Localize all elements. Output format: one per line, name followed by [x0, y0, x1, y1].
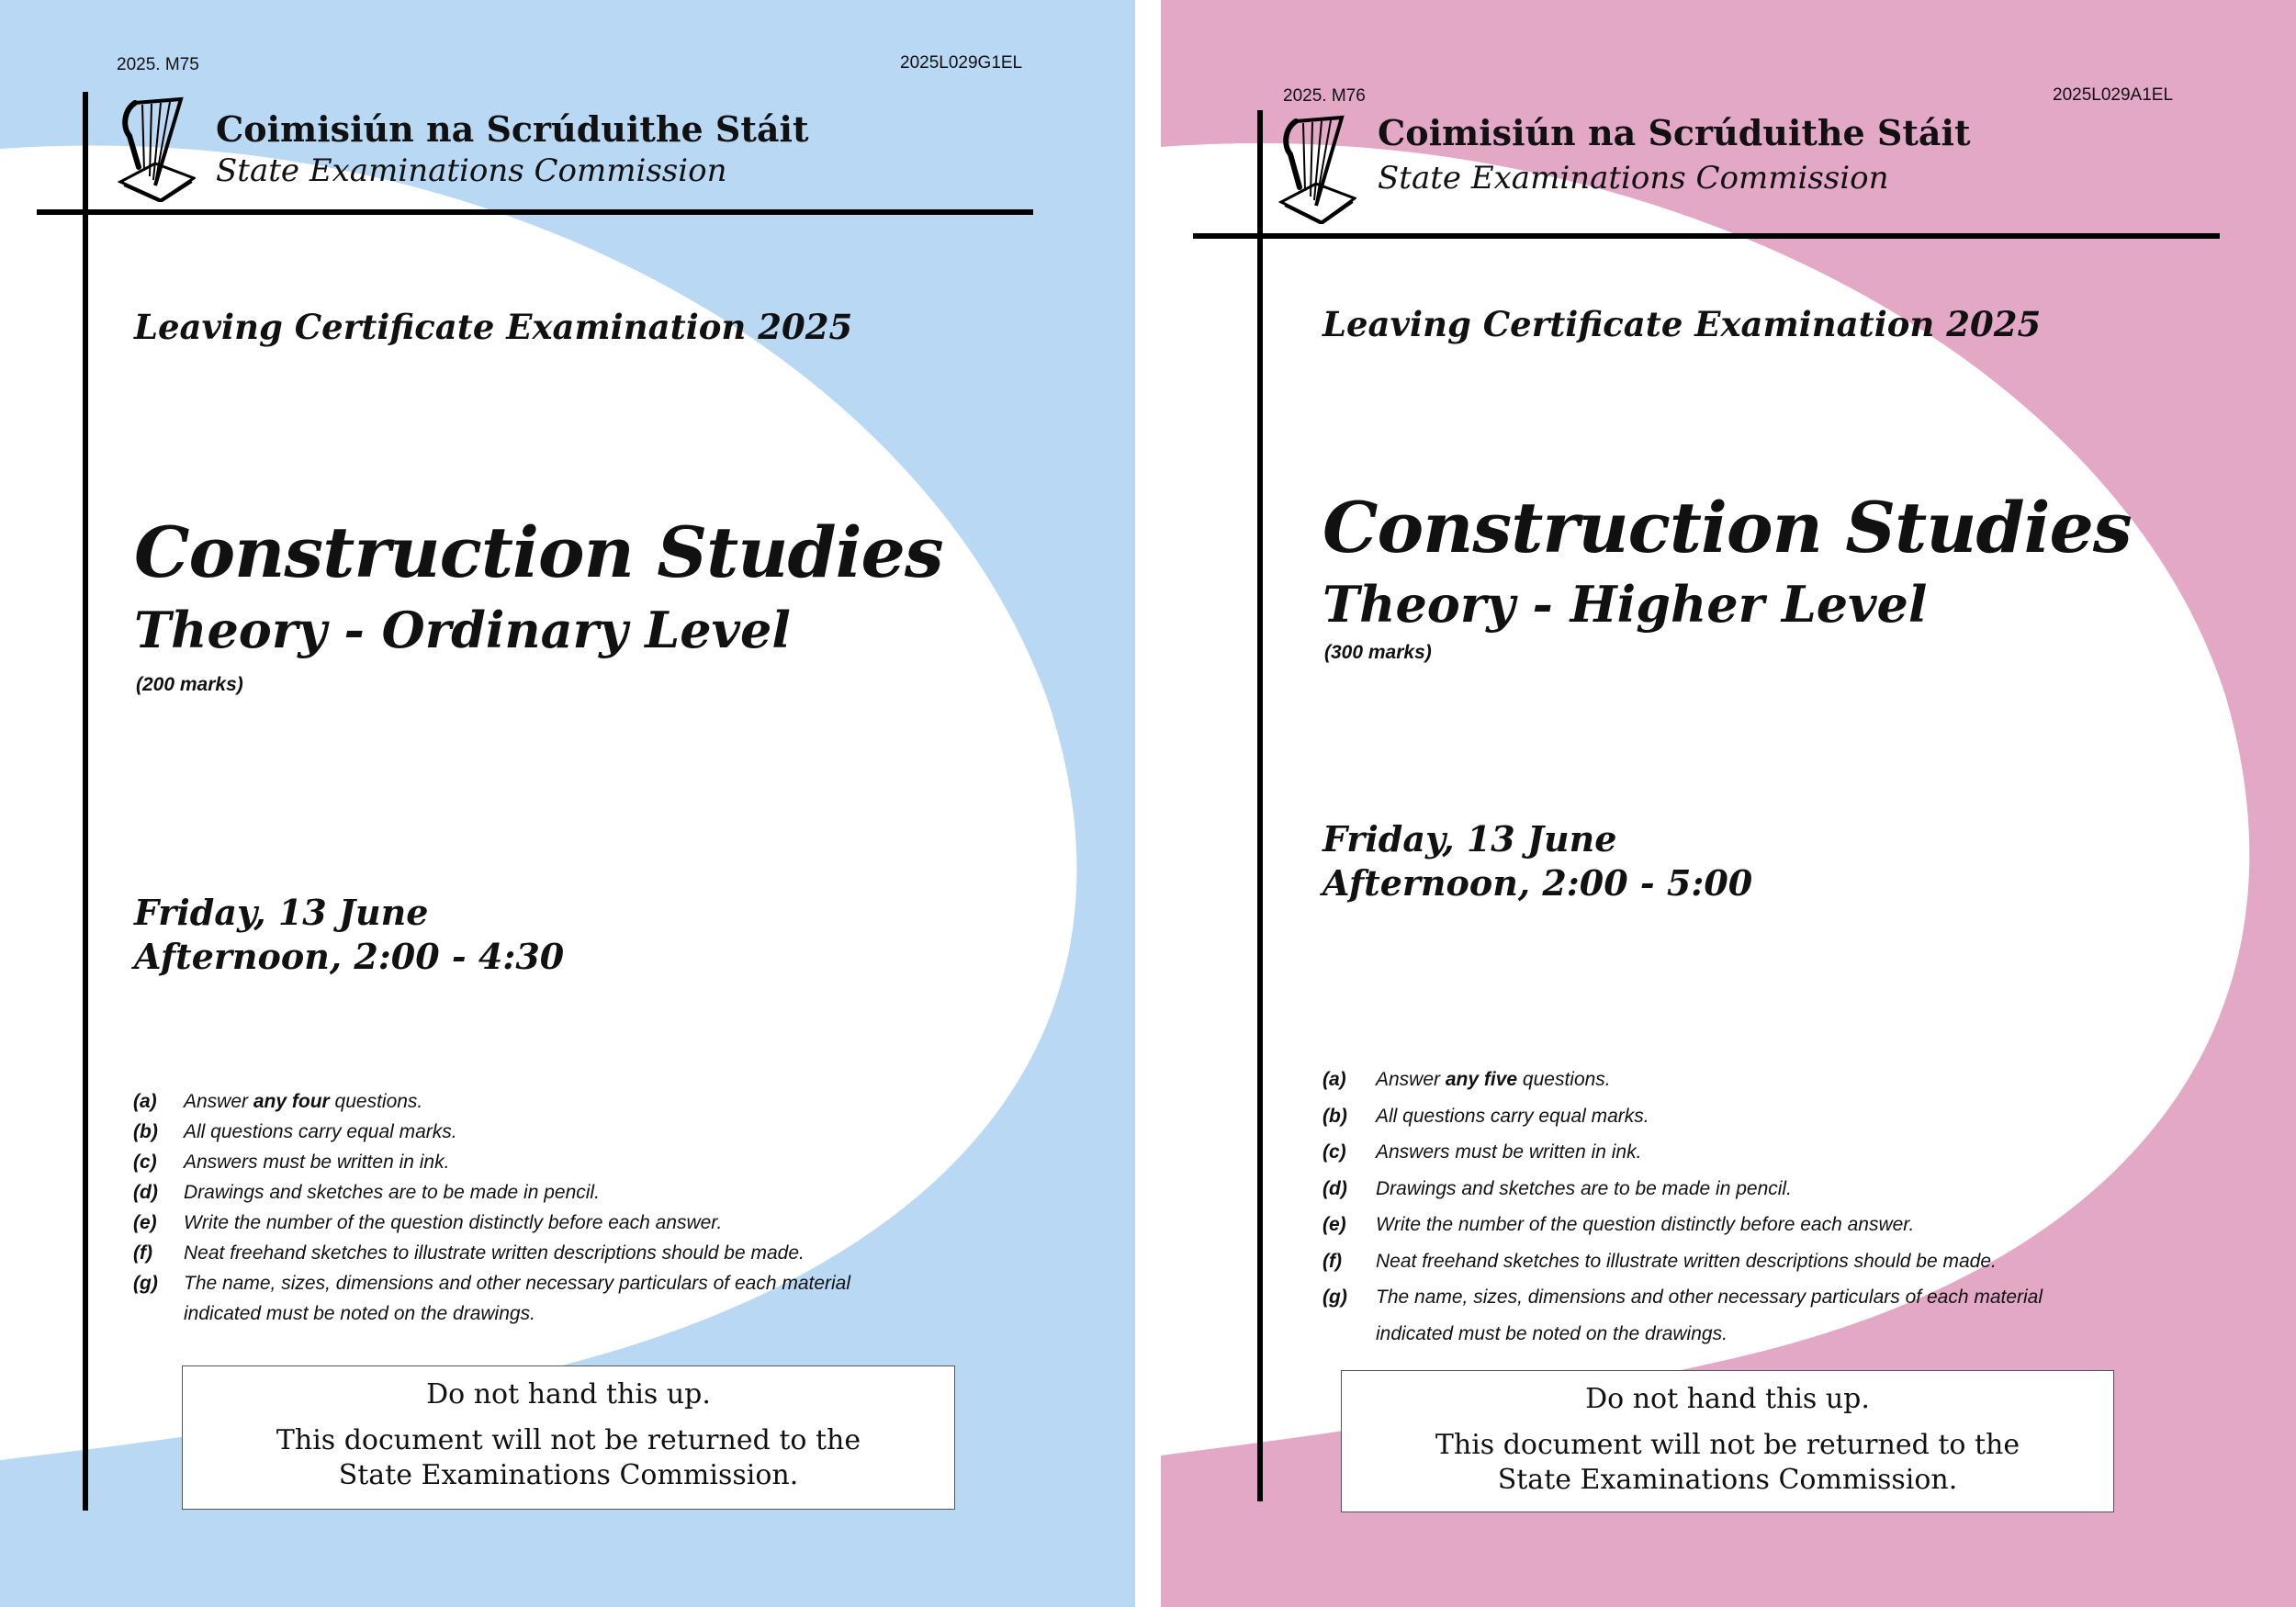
instruction-text-pre: Answer: [1376, 1069, 1446, 1090]
instruction-text: [184, 1182, 600, 1204]
instruction-text-post: questions.: [329, 1091, 423, 1112]
paper-code: 2025. M75: [117, 55, 199, 74]
instruction-text-pre: Answers must be written in ink.: [1376, 1141, 1642, 1163]
instruction-text: [1376, 1178, 1792, 1200]
instruction-label: (f): [133, 1242, 152, 1264]
instruction-label: (e): [1322, 1214, 1346, 1235]
instruction-text-pre: All questions carry equal marks.: [184, 1121, 457, 1142]
instruction-text: [184, 1212, 722, 1234]
instruction-label: (a): [1322, 1069, 1346, 1090]
instruction-label: (e): [133, 1212, 157, 1233]
instruction-text: [1376, 1251, 1997, 1273]
instruction-text-pre: Write the number of the question distinctly before each answer.: [184, 1212, 723, 1233]
instruction-label: (c): [133, 1152, 157, 1173]
level-title: Theory - Higher Level: [1322, 575, 1928, 634]
instruction-text: [1376, 1287, 2043, 1309]
instruction-text-pre: The name, sizes, dimensions and other necessary particulars of each material: [1376, 1287, 2043, 1308]
horizontal-rule: [37, 209, 1033, 215]
harp-on-book-icon: [115, 94, 196, 202]
notice-line-1: Do not hand this up.: [426, 1378, 711, 1410]
instruction-text: [184, 1091, 422, 1113]
instruction-text: [1376, 1323, 1728, 1345]
instruction-text-pre: Drawings and sketches are to be made in pencil.: [184, 1182, 600, 1203]
instruction-text-emphasis: any five: [1445, 1069, 1518, 1090]
instruction-label: (b): [133, 1121, 158, 1142]
instruction-text-pre: Answers must be written in ink.: [184, 1152, 450, 1173]
instruction-text-pre: Neat freehand sketches to illustrate written descriptions should be made.: [1376, 1250, 1997, 1272]
instruction-text: [1376, 1069, 1611, 1091]
instruction-text: [184, 1273, 850, 1295]
instruction-text-pre: Write the number of the question distinctly before each answer.: [1376, 1214, 1915, 1235]
instruction-text-pre: indicated must be noted on the drawings.: [1376, 1322, 1728, 1344]
exam-day: Friday, 13 June: [134, 892, 429, 933]
instruction-text: [1376, 1214, 1914, 1236]
instruction-text: [184, 1303, 535, 1325]
instruction-label: (d): [133, 1182, 158, 1203]
instruction-label: (f): [1322, 1250, 1342, 1272]
notice-line-1: Do not hand this up.: [1585, 1383, 1870, 1415]
ordinary-level-cover: [0, 0, 1135, 1607]
notice-box: [182, 1365, 955, 1510]
instruction-label: (g): [1322, 1287, 1347, 1308]
organisation-name-english: State Examinations Commission: [1378, 160, 1889, 197]
instruction-text-pre: The name, sizes, dimensions and other necessary particulars of each material: [184, 1273, 851, 1294]
instruction-text: [1376, 1141, 1641, 1163]
total-marks: (200 marks): [136, 674, 243, 695]
exam-title: Leaving Certificate Examination 2025: [134, 307, 853, 347]
instruction-label: (g): [133, 1273, 158, 1294]
notice-line-3: State Examinations Commission.: [1497, 1464, 1958, 1496]
cover-background: [1161, 0, 2296, 1607]
reference-code: 2025L029A1EL: [2053, 85, 2174, 105]
instruction-text: [184, 1121, 457, 1143]
instruction-label: (b): [1322, 1105, 1347, 1127]
notice-box: [1341, 1370, 2114, 1512]
instruction-text: [184, 1152, 449, 1174]
instruction-label: (c): [1322, 1141, 1346, 1163]
harp-on-book-icon: [1276, 112, 1356, 224]
organisation-name-irish: Coimisiún na Scrúduithe Stáit: [1378, 112, 1971, 153]
instruction-text-pre: indicated must be noted on the drawings.: [184, 1303, 535, 1324]
instruction-text-pre: Drawings and sketches are to be made in pencil.: [1376, 1177, 1792, 1199]
notice-line-2: This document will not be returned to the: [1435, 1429, 2020, 1461]
instruction-text: [1376, 1106, 1649, 1128]
reference-code: 2025L029G1EL: [900, 53, 1023, 73]
level-title: Theory - Ordinary Level: [134, 601, 791, 659]
total-marks: (300 marks): [1324, 642, 1432, 663]
exam-day: Friday, 13 June: [1322, 818, 1617, 860]
notice-line-3: State Examinations Commission.: [338, 1459, 799, 1491]
exam-title: Leaving Certificate Examination 2025: [1322, 304, 2042, 344]
horizontal-rule: [1193, 233, 2220, 239]
subject-title: Construction Studies: [1322, 487, 2132, 568]
instruction-text: [184, 1242, 805, 1264]
higher-level-cover: [1161, 0, 2296, 1607]
instruction-text-pre: Answer: [184, 1091, 253, 1112]
notice-line-2: This document will not be returned to the: [276, 1424, 861, 1456]
exam-time: Afternoon, 2:00 - 4:30: [134, 936, 565, 977]
instruction-label: (a): [133, 1091, 157, 1112]
instruction-text-pre: Neat freehand sketches to illustrate written descriptions should be made.: [184, 1242, 805, 1264]
instruction-label: (d): [1322, 1177, 1347, 1199]
instruction-text-emphasis: any four: [253, 1091, 330, 1112]
paper-code: 2025. M76: [1283, 86, 1366, 106]
subject-title: Construction Studies: [134, 511, 943, 593]
instruction-text-pre: All questions carry equal marks.: [1376, 1105, 1649, 1127]
vertical-rule: [83, 92, 88, 1511]
organisation-name-english: State Examinations Commission: [216, 152, 727, 189]
organisation-name-irish: Coimisiún na Scrúduithe Stáit: [216, 108, 809, 150]
exam-time: Afternoon, 2:00 - 5:00: [1322, 862, 1753, 904]
vertical-rule: [1257, 110, 1263, 1501]
instruction-text-post: questions.: [1517, 1069, 1611, 1090]
